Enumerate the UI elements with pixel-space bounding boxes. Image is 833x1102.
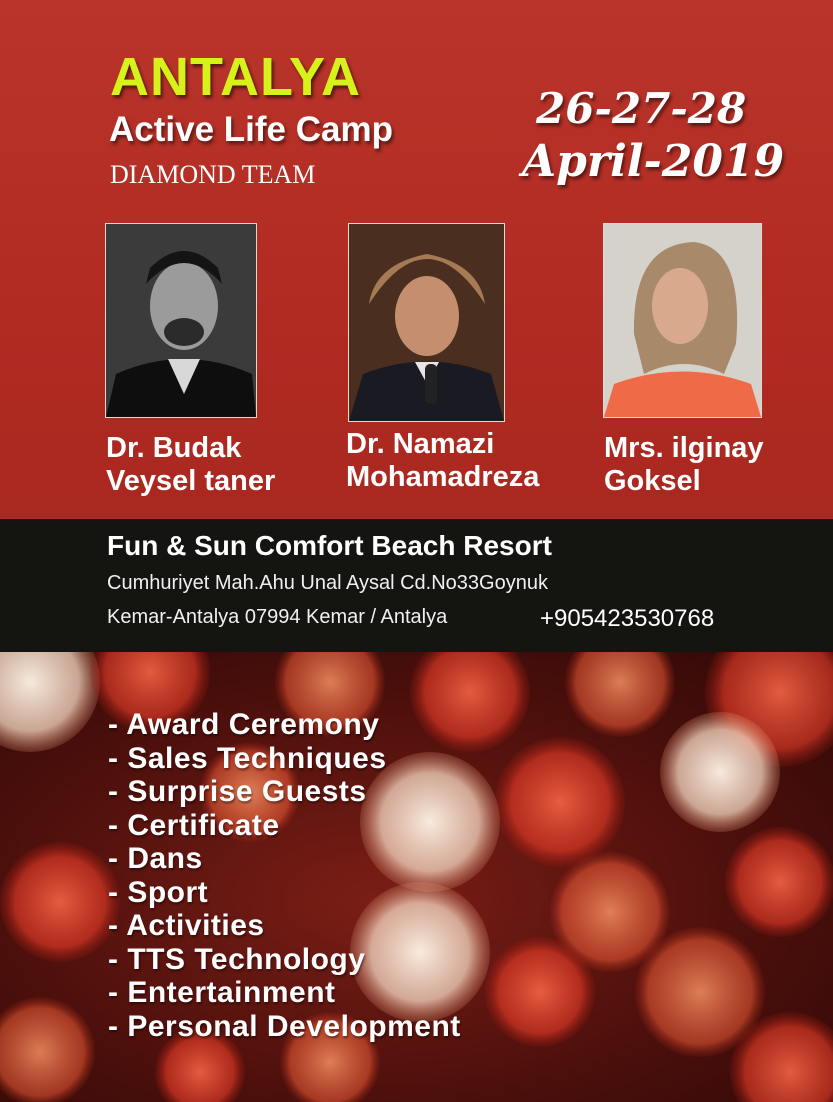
- speaker-1-line2: Veysel taner: [106, 465, 276, 497]
- agenda-list: [108, 708, 461, 1043]
- agenda-item: - Certificate: [108, 808, 280, 842]
- contact-phone: +905423530768: [540, 605, 715, 632]
- speaker-1-line1: Dr. Budak: [106, 432, 242, 464]
- speaker-name-1: [106, 432, 275, 498]
- speaker-photo-1: [105, 223, 257, 418]
- speaker-3-line2: Goksel: [604, 465, 701, 497]
- portrait-man-2-image: [349, 224, 504, 421]
- agenda-item: - Personal Development: [108, 1009, 461, 1043]
- speaker-2-line2: Mohamadreza: [346, 461, 540, 493]
- venue-address-line2: Kemar-Antalya 07994 Kemar / Antalya: [107, 606, 448, 628]
- portrait-man-1-image: [106, 224, 256, 417]
- agenda-item: - TTS Technology: [108, 942, 366, 976]
- poster-title: ANTALYA: [110, 47, 362, 107]
- speaker-name-3: [604, 432, 764, 498]
- speaker-2-line1: Dr. Namazi: [346, 428, 495, 460]
- agenda-item: - Award Ceremony: [108, 708, 380, 741]
- speaker-3-line1: Mrs. ilginay: [604, 432, 764, 464]
- agenda-item: - Activities: [108, 909, 265, 942]
- team-name: DIAMOND TEAM: [110, 160, 316, 189]
- agenda-item: - Entertainment: [108, 976, 336, 1009]
- agenda-item: - Sales Techniques: [108, 741, 387, 775]
- event-month: April-2019: [522, 136, 785, 187]
- venue-name: Fun & Sun Comfort Beach Resort: [107, 530, 552, 561]
- speaker-photo-2: [348, 223, 505, 422]
- agenda-item: - Sport: [108, 875, 209, 909]
- poster-subtitle: Active Life Camp: [109, 110, 393, 149]
- venue-address-line1: Cumhuriyet Mah.Ahu Unal Aysal Cd.No33Goynuk: [107, 572, 548, 594]
- portrait-woman-image: [604, 224, 761, 417]
- agenda-item: - Dans: [108, 842, 203, 875]
- agenda-item: - Surprise Guests: [108, 775, 367, 808]
- event-days: 26-27-28: [536, 84, 747, 133]
- speaker-name-2: [346, 428, 539, 494]
- speaker-photo-3: [603, 223, 762, 418]
